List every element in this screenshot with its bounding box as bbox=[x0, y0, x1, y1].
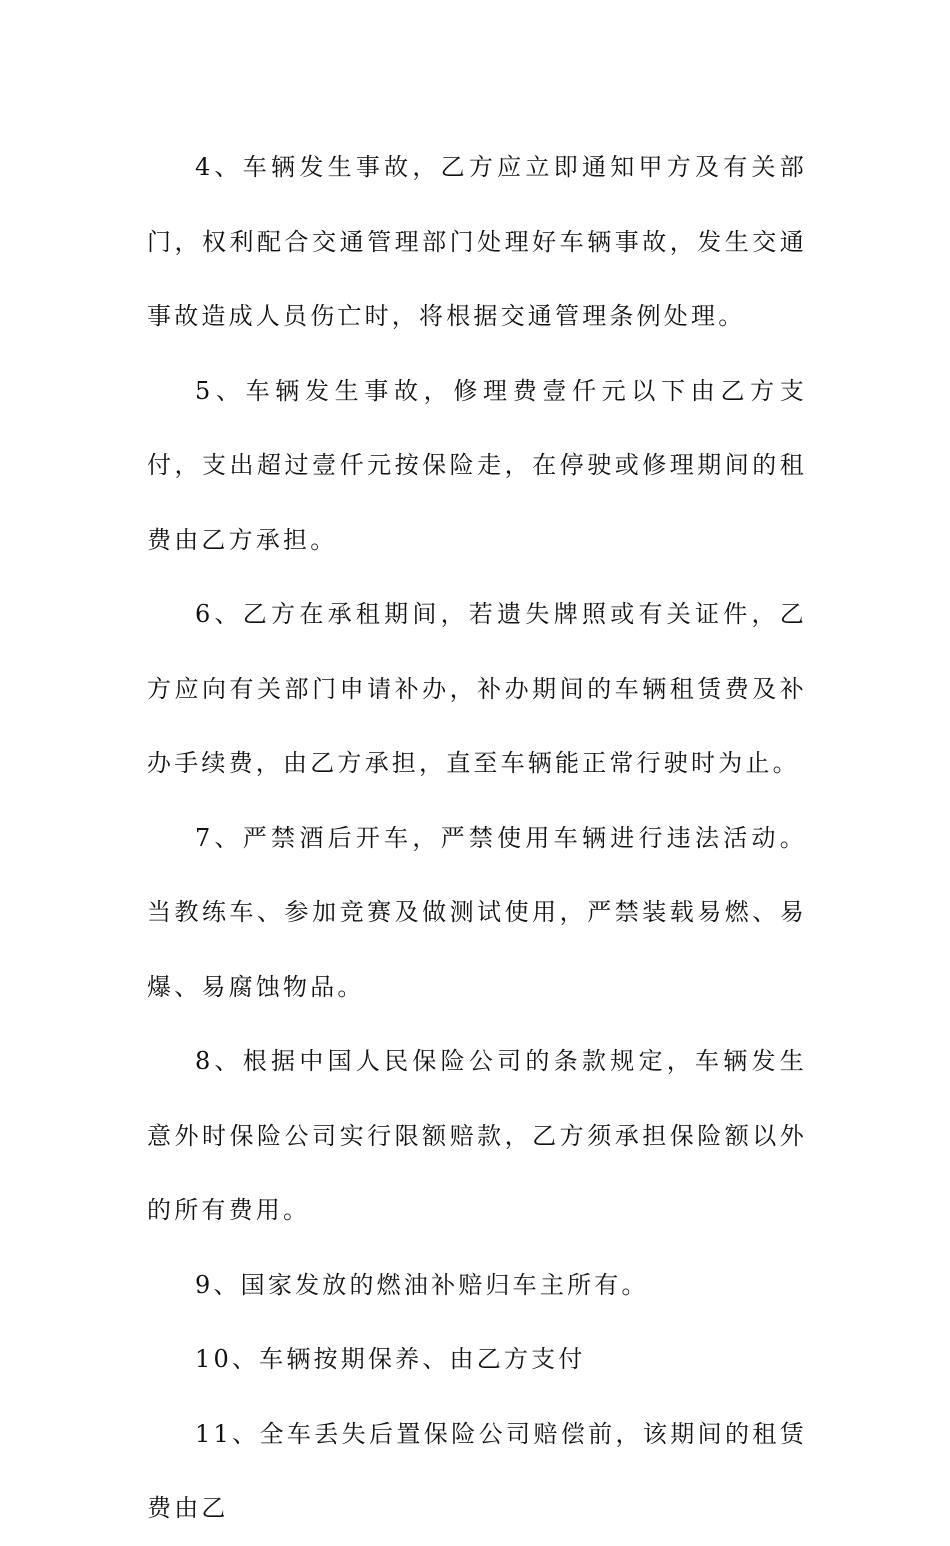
clause-10: 10、车辆按期保养、由乙方支付 bbox=[195, 1345, 586, 1373]
clause-4: 4、车辆发生事故，乙方应立即通知甲方及有关部门，权利配合交通管理部门处理好车辆事故，发生交通事故造成人员伤亡时，将根据交通管理条例处理。 bbox=[147, 153, 807, 330]
clause-9: 9、国家发放的燃油补赔归车主所有。 bbox=[195, 1270, 649, 1299]
clause-8: 8、根据中国人民保险公司的条款规定，车辆发生意外时保险公司实行限额赔款，乙方须承担保险额以外的所有费用。 bbox=[147, 1047, 807, 1224]
clause-7: 7、严禁酒后开车，严禁使用车辆进行违法活动。当教练车、参加竞赛及做测试使用，严禁装载易燃、易爆、易腐蚀物品。 bbox=[147, 823, 807, 1001]
document-body bbox=[147, 130, 807, 1546]
clause-11: 11、全车丢失后置保险公司赔偿前，该期间的租赁费由乙 bbox=[147, 1419, 807, 1522]
clause-6: 6、乙方在承租期间，若遗失牌照或有关证件，乙方应向有关部门申请补办，补办期间的车辆租赁费及补办手续费，由乙方承担，直至车辆能正常行驶时为止。 bbox=[147, 600, 807, 777]
clause-5: 5、车辆发生事故，修理费壹仟元以下由乙方支付，支出超过壹仟元按保险走，在停驶或修理期间的租费由乙方承担。 bbox=[147, 376, 807, 554]
